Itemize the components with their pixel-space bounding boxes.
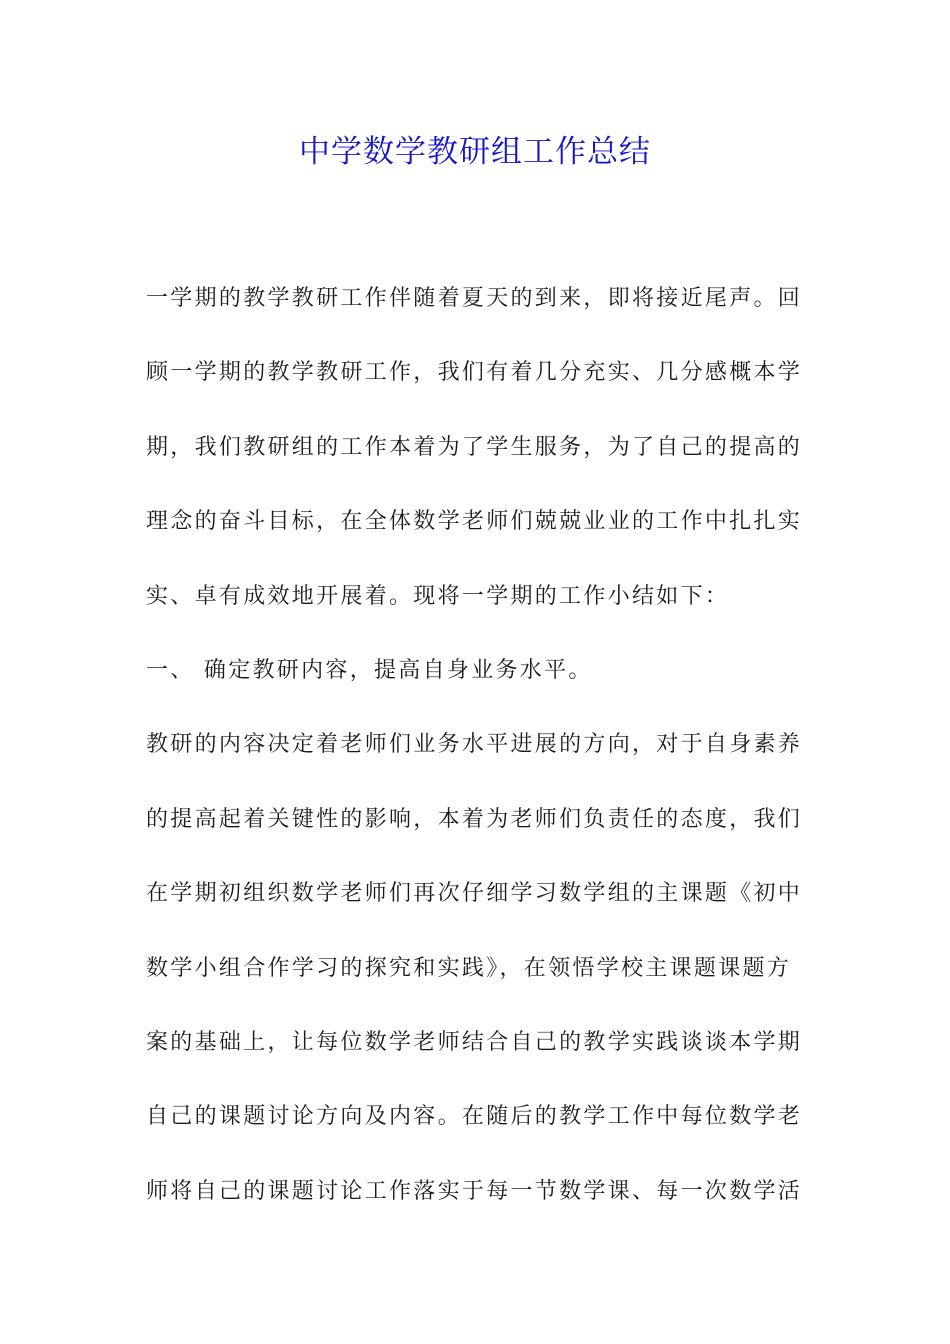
paragraph-line: 期，我们教研组的工作本着为了学生服务，为了自己的提高的	[146, 434, 803, 460]
document-title: 中学数学教研组工作总结	[299, 134, 651, 170]
paragraph-line: 数学小组合作学习的探究和实践》，在领悟学校主课题课题方	[146, 955, 792, 981]
paragraph-line: 师将自己的课题讨论工作落实于每一节数学课、每一次数学活	[146, 1178, 803, 1204]
section-heading: 一、 确定教研内容，提高自身业务水平。	[146, 657, 593, 683]
paragraph-line: 在学期初组织数学老师们再次仔细学习数学组的主课题《初中	[146, 881, 803, 907]
paragraph-line: 顾一学期的教学教研工作，我们有着几分充实、几分感概本学	[146, 360, 803, 386]
document-body	[146, 262, 806, 1229]
paragraph-line: 自己的课题讨论方向及内容。在随后的教学工作中每位数学老	[146, 1104, 803, 1130]
paragraph-line: 教研的内容决定着老师们业务水平进展的方向，对于自身素养	[146, 732, 803, 758]
paragraph-line: 案的基础上，让每位数学老师结合自己的教学实践谈谈本学期	[146, 1029, 803, 1055]
paragraph-line: 实、卓有成效地开展着。现将一学期的工作小结如下：	[146, 583, 730, 609]
paragraph-line: 理念的奋斗目标，在全体数学老师们兢兢业业的工作中扎扎实	[146, 509, 803, 535]
paragraph-line: 的提高起着关键性的影响，本着为老师们负责任的态度，我们	[146, 806, 803, 832]
paragraph-line: 一学期的教学教研工作伴随着夏天的到来，即将接近尾声。回	[146, 286, 803, 311]
